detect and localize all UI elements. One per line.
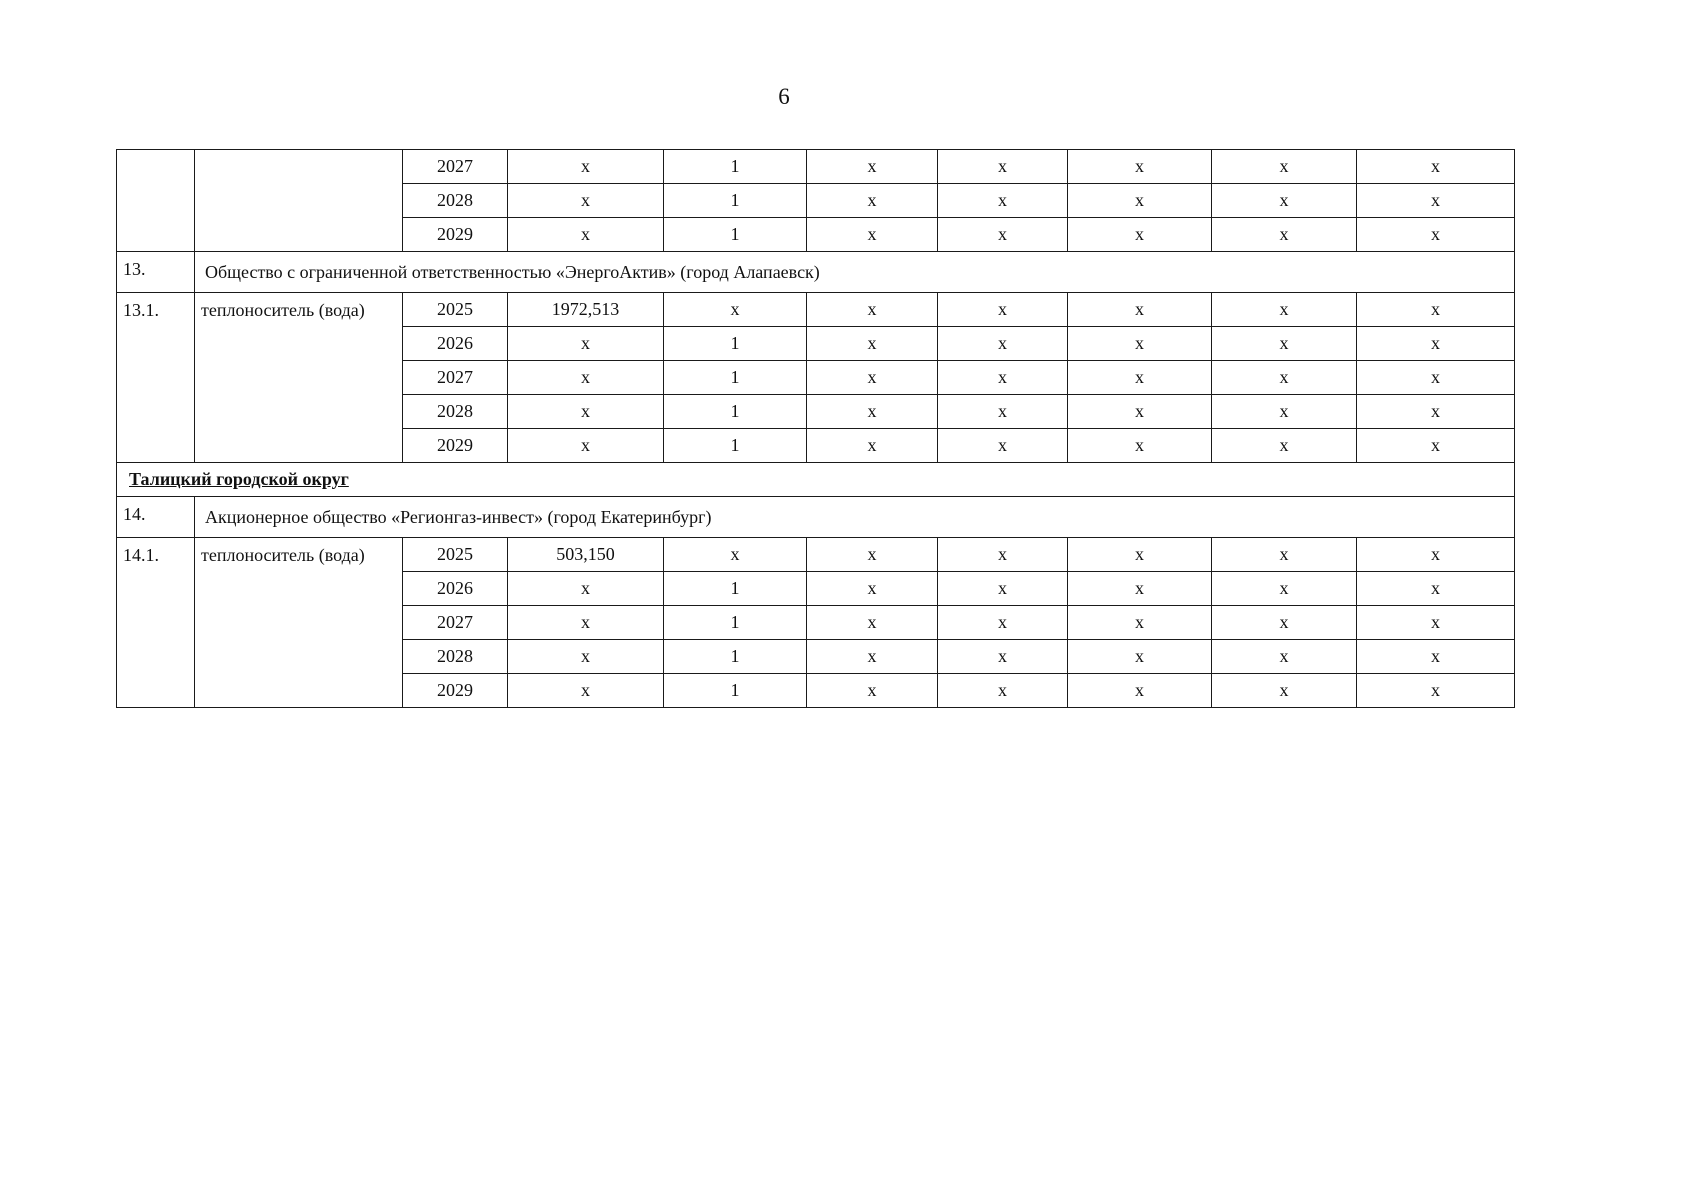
value-cell: x [1212, 184, 1357, 218]
year-cell: 2026 [403, 572, 508, 606]
value-cell: x [1068, 218, 1212, 252]
value-cell: x [1068, 184, 1212, 218]
year-cell: 2025 [403, 538, 508, 572]
value-cell: x [664, 538, 807, 572]
year-cell: 2027 [403, 361, 508, 395]
value-cell: x [807, 572, 938, 606]
value-cell: x [807, 293, 938, 327]
value-cell: x [1212, 674, 1357, 708]
page-number: 6 [778, 84, 790, 109]
value-cell: x [1068, 327, 1212, 361]
value-cell: x [508, 361, 664, 395]
value-cell: x [938, 327, 1068, 361]
value-cell: x [1357, 538, 1515, 572]
year-cell: 2029 [403, 218, 508, 252]
value-cell: x [508, 606, 664, 640]
value-cell: x [508, 327, 664, 361]
value-cell: x [1357, 218, 1515, 252]
org-num-cell: 14. [117, 497, 195, 538]
value-cell: x [1212, 150, 1357, 184]
value-cell: x [1357, 361, 1515, 395]
value-cell: x [807, 184, 938, 218]
value-cell: x [1357, 150, 1515, 184]
value-cell: 1 [664, 674, 807, 708]
year-cell: 2028 [403, 640, 508, 674]
value-cell: 1 [664, 327, 807, 361]
value-cell: x [1068, 293, 1212, 327]
value-cell: x [1068, 361, 1212, 395]
value-cell: 1 [664, 606, 807, 640]
value-cell: x [938, 674, 1068, 708]
value-cell: x [938, 395, 1068, 429]
district-cell: Талицкий городской округ [117, 463, 1515, 497]
value-cell: x [807, 395, 938, 429]
value-cell: x [938, 218, 1068, 252]
value-cell: 1 [664, 218, 807, 252]
tariff-table [116, 149, 1515, 708]
value-cell: x [1068, 572, 1212, 606]
value-cell: x [807, 674, 938, 708]
value-cell: x [1068, 640, 1212, 674]
value-cell: x [1212, 429, 1357, 463]
org-name-cell: Общество с ограниченной ответственностью «ЭнергоАктив» (город Алапаевск) [195, 252, 1515, 293]
value-cell: x [807, 150, 938, 184]
item-num-cell: 13.1. [117, 293, 195, 463]
value-cell: x [1068, 429, 1212, 463]
year-cell: 2025 [403, 293, 508, 327]
value-cell: x [807, 429, 938, 463]
value-cell: x [508, 429, 664, 463]
table-row [117, 293, 1515, 327]
value-cell: x [938, 293, 1068, 327]
value-cell: x [1357, 429, 1515, 463]
value-cell: x [938, 361, 1068, 395]
value-cell: x [938, 572, 1068, 606]
value-cell: x [807, 640, 938, 674]
value-cell: x [1212, 361, 1357, 395]
value-cell: x [807, 327, 938, 361]
value-cell: x [508, 218, 664, 252]
value-cell: x [508, 640, 664, 674]
year-cell: 2029 [403, 674, 508, 708]
table-body [117, 150, 1515, 708]
year-cell: 2027 [403, 606, 508, 640]
value-cell: x [664, 293, 807, 327]
district-row [117, 463, 1515, 497]
org-header-row [117, 497, 1515, 538]
value-cell: x [508, 674, 664, 708]
value-cell: 1 [664, 640, 807, 674]
value-cell: x [938, 429, 1068, 463]
org-name-cell: Акционерное общество «Регионгаз-инвест» (город Екатеринбург) [195, 497, 1515, 538]
org-num-cell: 13. [117, 252, 195, 293]
value-cell: 1 [664, 361, 807, 395]
value-cell: x [1068, 674, 1212, 708]
value-cell: x [1068, 150, 1212, 184]
year-cell: 2028 [403, 184, 508, 218]
value-cell: x [938, 538, 1068, 572]
value-cell: x [1357, 293, 1515, 327]
value-cell: x [1212, 218, 1357, 252]
value-cell: 1 [664, 572, 807, 606]
value-cell: x [1212, 395, 1357, 429]
value-cell: x [938, 606, 1068, 640]
value-cell: x [807, 606, 938, 640]
value-cell: 1 [664, 429, 807, 463]
value-cell: x [1357, 327, 1515, 361]
item-num-cell: 14.1. [117, 538, 195, 708]
item-name-cell: теплоноситель (вода) [195, 293, 403, 463]
value-cell: x [1212, 606, 1357, 640]
value-cell: x [807, 538, 938, 572]
value-cell: x [938, 640, 1068, 674]
value-cell: x [1357, 606, 1515, 640]
value-cell: x [508, 395, 664, 429]
value-cell: x [1357, 674, 1515, 708]
table-row [117, 538, 1515, 572]
value-cell: x [807, 218, 938, 252]
name-cell [195, 150, 403, 252]
value-cell: 1 [664, 395, 807, 429]
value-cell: x [807, 361, 938, 395]
value-cell: x [1068, 395, 1212, 429]
value-cell: x [1357, 184, 1515, 218]
item-name-cell: теплоноситель (вода) [195, 538, 403, 708]
value-cell: 1 [664, 150, 807, 184]
value-cell: x [1212, 538, 1357, 572]
year-cell: 2027 [403, 150, 508, 184]
value-cell: 1972,513 [508, 293, 664, 327]
value-cell: x [508, 150, 664, 184]
value-cell: x [508, 184, 664, 218]
value-cell: x [1212, 572, 1357, 606]
value-cell: x [1357, 640, 1515, 674]
year-cell: 2029 [403, 429, 508, 463]
value-cell: x [938, 150, 1068, 184]
value-cell: x [508, 572, 664, 606]
value-cell: x [1357, 572, 1515, 606]
value-cell: x [1068, 606, 1212, 640]
value-cell: x [1068, 538, 1212, 572]
value-cell: x [1212, 640, 1357, 674]
year-cell: 2026 [403, 327, 508, 361]
value-cell: x [1212, 327, 1357, 361]
year-cell: 2028 [403, 395, 508, 429]
table-row [117, 150, 1515, 184]
value-cell: x [938, 184, 1068, 218]
value-cell: 503,150 [508, 538, 664, 572]
value-cell: 1 [664, 184, 807, 218]
value-cell: x [1212, 293, 1357, 327]
value-cell: x [1357, 395, 1515, 429]
org-header-row [117, 252, 1515, 293]
num-cell [117, 150, 195, 252]
